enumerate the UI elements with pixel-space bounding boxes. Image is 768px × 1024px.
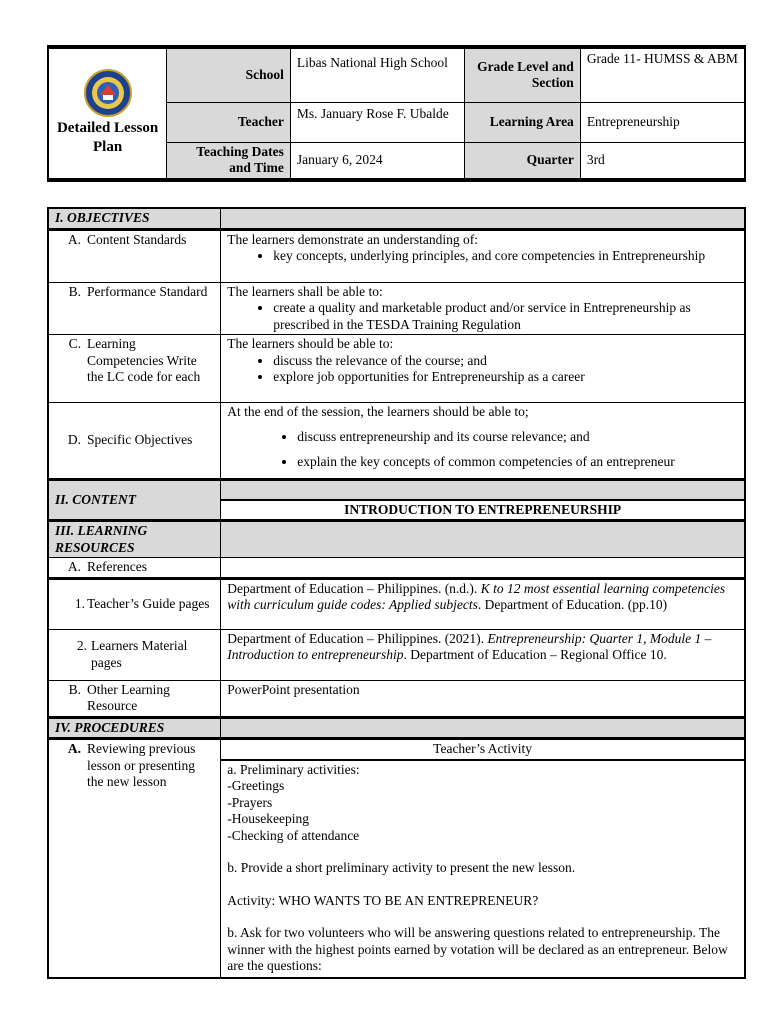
activity-spacer: [227, 844, 738, 860]
learners-material-label-cell: [48, 629, 221, 680]
list-marker: A.: [67, 231, 81, 247]
other-resource-cell: PowerPoint presentation: [221, 680, 745, 717]
learners-material-label: Learners Material pages: [91, 638, 188, 670]
reference-title: K to 12 most essential learning competencies with curriculum guide codes: Applied subjects: [227, 580, 726, 612]
performance-standard-label: Performance Standard: [87, 283, 208, 299]
references-blank: [221, 558, 745, 579]
dates-value: January 6, 2024: [290, 142, 464, 180]
other-resource-label: Other Learning Resource: [87, 681, 170, 713]
content-shade: [221, 481, 744, 501]
objectives-heading: I. OBJECTIVES: [48, 208, 221, 229]
reference-text: . Department of Education. (pp.10): [477, 597, 668, 612]
grade-label: Grade Level and Section: [465, 47, 581, 102]
dates-label: Teaching Dates and Time: [167, 142, 291, 180]
competencies-label: Learning Competencies Write the LC code for each: [87, 336, 201, 384]
content-title: INTRODUCTION TO ENTREPRENEURSHIP: [344, 502, 622, 517]
list-marker: A.: [67, 559, 81, 574]
reference-title: Entrepreneurship: Quarter 1, Module 1 – Introduction to entrepreneurship: [227, 630, 712, 662]
list-item: • explore job opportunities for Entrepreneurship as a career: [273, 369, 738, 386]
list-marker: D.: [67, 432, 81, 448]
document-title: Detailed Lesson Plan: [56, 120, 159, 156]
content-title-cell: [221, 480, 745, 521]
area-value: Entrepreneurship: [580, 102, 745, 142]
learners-material-cell: [221, 629, 745, 680]
quarter-value: 3rd: [580, 142, 745, 180]
performance-standard-intro: The learners shall be able to:: [227, 283, 383, 299]
list-marker: A.: [67, 741, 81, 756]
area-label: Learning Area: [465, 102, 581, 142]
resources-heading: III. LEARNING RESOURCES: [48, 521, 221, 558]
performance-standard-label-cell: [48, 282, 221, 335]
teachers-activity-header: Teacher’s Activity: [221, 740, 744, 761]
school-value: Libas National High School: [290, 47, 464, 102]
activity-line: b. Provide a short preliminary activity to present the new lesson.: [227, 860, 576, 875]
activity-line: -Housekeeping: [227, 811, 309, 826]
activity-spacer: [227, 877, 738, 893]
other-resource-label-cell: [48, 680, 221, 717]
list-item: • discuss the relevance of the course; and: [273, 353, 738, 370]
content-standards-cell: [221, 229, 745, 282]
resources-heading-blank: [221, 521, 745, 558]
list-marker: 2.: [76, 638, 87, 653]
activity-line: Activity: WHO WANTS TO BE AN ENTREPRENEUR?: [227, 892, 539, 908]
list-marker: B.: [68, 283, 81, 299]
specific-objectives-cell: [221, 403, 745, 480]
competencies-label-cell: [48, 335, 221, 403]
references-label-cell: [48, 558, 221, 579]
objectives-heading-blank: [221, 208, 745, 229]
list-marker: C.: [68, 336, 81, 351]
specific-objectives-label-cell: [48, 403, 221, 480]
teachers-guide-label: Teacher’s Guide pages: [87, 595, 210, 611]
content-heading: II. CONTENT: [48, 480, 221, 521]
teachers-activity-cell: [221, 739, 745, 978]
specific-objectives-intro: At the end of the session, the learners should be able to;: [227, 404, 529, 419]
list-item: • create a quality and marketable product and/or service in Entrepreneurship as prescribed in the TESDA Training Regulation: [273, 300, 738, 333]
performance-standard-cell: [221, 282, 745, 335]
activity-line: -Checking of attendance: [227, 827, 360, 843]
reference-text: . Department of Education – Regional Office 10.: [403, 647, 667, 662]
reviewing-label-cell: [48, 739, 221, 978]
reviewing-label: Reviewing previous lesson or presenting the new lesson: [87, 741, 196, 789]
specific-objectives-label: Specific Objectives: [87, 432, 193, 448]
grade-value: Grade 11- HUMSS & ABM: [580, 47, 745, 102]
teachers-activity-body: [221, 761, 744, 977]
teachers-guide-label-cell: [48, 578, 221, 629]
lesson-plan-table: [47, 207, 746, 979]
list-item: • discuss entrepreneurship and its course relevance; and: [297, 429, 738, 446]
content-standards-label: Content Standards: [87, 231, 187, 247]
list-marker: B.: [68, 681, 81, 697]
activity-line: -Prayers: [227, 794, 273, 810]
procedures-heading: IV. PROCEDURES: [48, 717, 221, 739]
quarter-label: Quarter: [465, 142, 581, 180]
content-standards-intro: The learners demonstrate an understanding of:: [227, 231, 479, 247]
list-item: • key concepts, underlying principles, and core competencies in Entrepreneurship: [273, 248, 738, 265]
activity-line: -Greetings: [227, 778, 285, 793]
reference-text: Department of Education – Philippines. (n.d.).: [227, 580, 481, 596]
content-standards-label-cell: [48, 229, 221, 282]
references-label: References: [87, 559, 147, 574]
logo-cell: [48, 47, 167, 180]
school-label: School: [167, 47, 291, 102]
teachers-guide-cell: [221, 578, 745, 629]
activity-line: b. Ask for two volunteers who will be answering questions related to entrepreneurship. The winner with the highest points earned by votation will be declared as an entrepreneur. Below are the questions:: [227, 925, 728, 973]
procedures-heading-blank: [221, 717, 745, 739]
competencies-cell: [221, 335, 745, 403]
activity-spacer: [227, 909, 738, 925]
list-marker: 1.: [74, 595, 85, 611]
deped-seal-icon: [82, 69, 134, 117]
competencies-intro: The learners should be able to:: [227, 336, 394, 351]
list-item: • explain the key concepts of common competencies of an entrepreneur: [297, 454, 738, 471]
activity-line: a. Preliminary activities:: [227, 761, 360, 777]
header-table: [47, 45, 746, 182]
teacher-value: Ms. January Rose F. Ubalde: [290, 102, 464, 142]
reference-text: Department of Education – Philippines. (2021).: [227, 630, 488, 646]
teacher-label: Teacher: [167, 102, 291, 142]
